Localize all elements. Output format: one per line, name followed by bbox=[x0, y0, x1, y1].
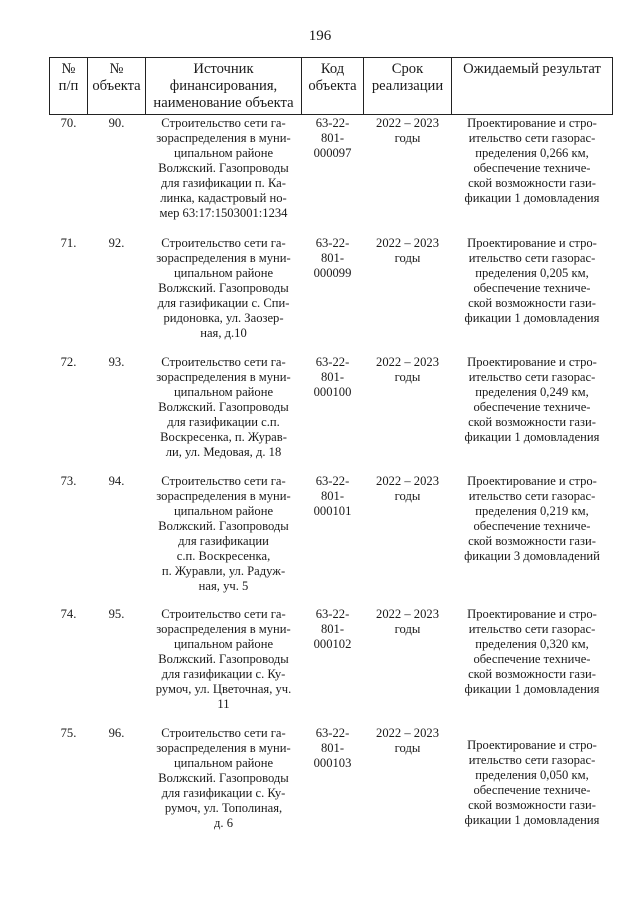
row-object: 94. bbox=[108, 473, 125, 488]
row-object: 96. bbox=[108, 725, 125, 740]
row-result: Проектирование и стро- ительство сети газорас- пределения 0,266 км, обеспечение техниче- ской возможности гази- фикации 1 домовладения bbox=[464, 116, 600, 205]
row-object: 92. bbox=[108, 235, 125, 250]
row-term: 2022 – 2023 годы bbox=[376, 235, 439, 265]
header-result: Ожидаемый результат bbox=[452, 58, 613, 115]
row-result: Проектирование и стро- ительство сети газорас- пределения 0,219 км, обеспечение техниче- ской возможности гази- фикации 3 домовладений bbox=[464, 473, 600, 563]
table-row bbox=[50, 605, 613, 724]
row-term: 2022 – 2023 годы bbox=[376, 725, 439, 755]
page-number: 196 bbox=[308, 28, 332, 44]
row-source: Строительство сети га- зораспределения в муни- ципальном районе Волжский. Газопроводы для газификации с.п. Воскресенка, п. Журавли, ул. Радуж- ная, уч. 5 bbox=[156, 473, 291, 593]
header-object: № объекта bbox=[88, 58, 146, 115]
row-object: 95. bbox=[108, 606, 125, 621]
row-num: 72. bbox=[60, 354, 77, 369]
row-code: 63-22- 801- 000103 bbox=[313, 725, 352, 770]
row-source: Строительство сети га- зораспределения в муни- ципальном районе Волжский. Газопроводы для газификации с.п. Воскресенка, п. Журав- ли, ул. Медовая, д. 18 bbox=[156, 354, 291, 459]
row-result: Проектирование и стро- ительство сети газорас- пределения 0,050 км, обеспечение техниче- ской возможности гази- фикации 1 домовладения bbox=[464, 737, 600, 827]
table-header bbox=[50, 58, 613, 115]
header-code: Код объекта bbox=[302, 58, 364, 115]
header-source: Источник финансирования, наименование объекта bbox=[146, 58, 302, 115]
row-result: Проектирование и стро- ительство сети газорас- пределения 0,205 км, обеспечение техниче- ской возможности гази- фикации 1 домовладения bbox=[464, 235, 600, 325]
header-term: Срок реализации bbox=[364, 58, 452, 115]
table-row bbox=[50, 353, 613, 472]
row-object: 90. bbox=[108, 116, 125, 130]
row-num: 70. bbox=[60, 116, 77, 130]
header-row bbox=[50, 58, 613, 115]
row-source: Строительство сети га- зораспределения в муни- ципальном районе Волжский. Газопроводы для газификации с. Спи- ридоновка, ул. Заозер- ная, д.10 bbox=[156, 235, 291, 340]
row-num: 75. bbox=[60, 725, 77, 740]
row-code: 63-22- 801- 000100 bbox=[313, 354, 352, 399]
row-source: Строительство сети га- зораспределения в муни- ципальном районе Волжский. Газопроводы для газификации с. Ку- румоч, ул. Тополиная, д. 6 bbox=[156, 725, 291, 830]
row-code: 63-22- 801- 000097 bbox=[313, 116, 352, 160]
row-object: 93. bbox=[108, 354, 125, 369]
header-num: № п/п bbox=[50, 58, 88, 115]
financing-table bbox=[49, 57, 613, 843]
table-row bbox=[50, 234, 613, 353]
row-num: 73. bbox=[60, 473, 77, 488]
row-term: 2022 – 2023 годы bbox=[376, 354, 439, 384]
row-code: 63-22- 801- 000099 bbox=[313, 235, 352, 280]
row-term: 2022 – 2023 годы bbox=[376, 473, 439, 503]
table-row bbox=[50, 724, 613, 843]
table-row bbox=[50, 115, 613, 234]
row-num: 71. bbox=[60, 235, 77, 250]
table-body bbox=[50, 115, 613, 843]
row-result: Проектирование и стро- ительство сети газорас- пределения 0,320 км, обеспечение техниче- ской возможности гази- фикации 1 домовладения bbox=[464, 606, 600, 696]
row-code: 63-22- 801- 000101 bbox=[313, 473, 352, 518]
table-row bbox=[50, 472, 613, 605]
row-term: 2022 – 2023 годы bbox=[376, 606, 439, 636]
row-num: 74. bbox=[60, 606, 77, 621]
row-source: Строительство сети га- зораспределения в муни- ципальном районе Волжский. Газопроводы для газификации п. Ка- линка, кадастровый но- мер 63:17:1503001:1234 bbox=[156, 116, 291, 220]
row-code: 63-22- 801- 000102 bbox=[313, 606, 352, 651]
row-result: Проектирование и стро- ительство сети газорас- пределения 0,249 км, обеспечение техниче- ской возможности гази- фикации 1 домовладения bbox=[464, 354, 600, 444]
row-term: 2022 – 2023 годы bbox=[376, 116, 439, 145]
row-source: Строительство сети га- зораспределения в муни- ципальном районе Волжский. Газопроводы для газификации с. Ку- румоч, ул. Цветочная, уч. 11 bbox=[155, 606, 292, 711]
